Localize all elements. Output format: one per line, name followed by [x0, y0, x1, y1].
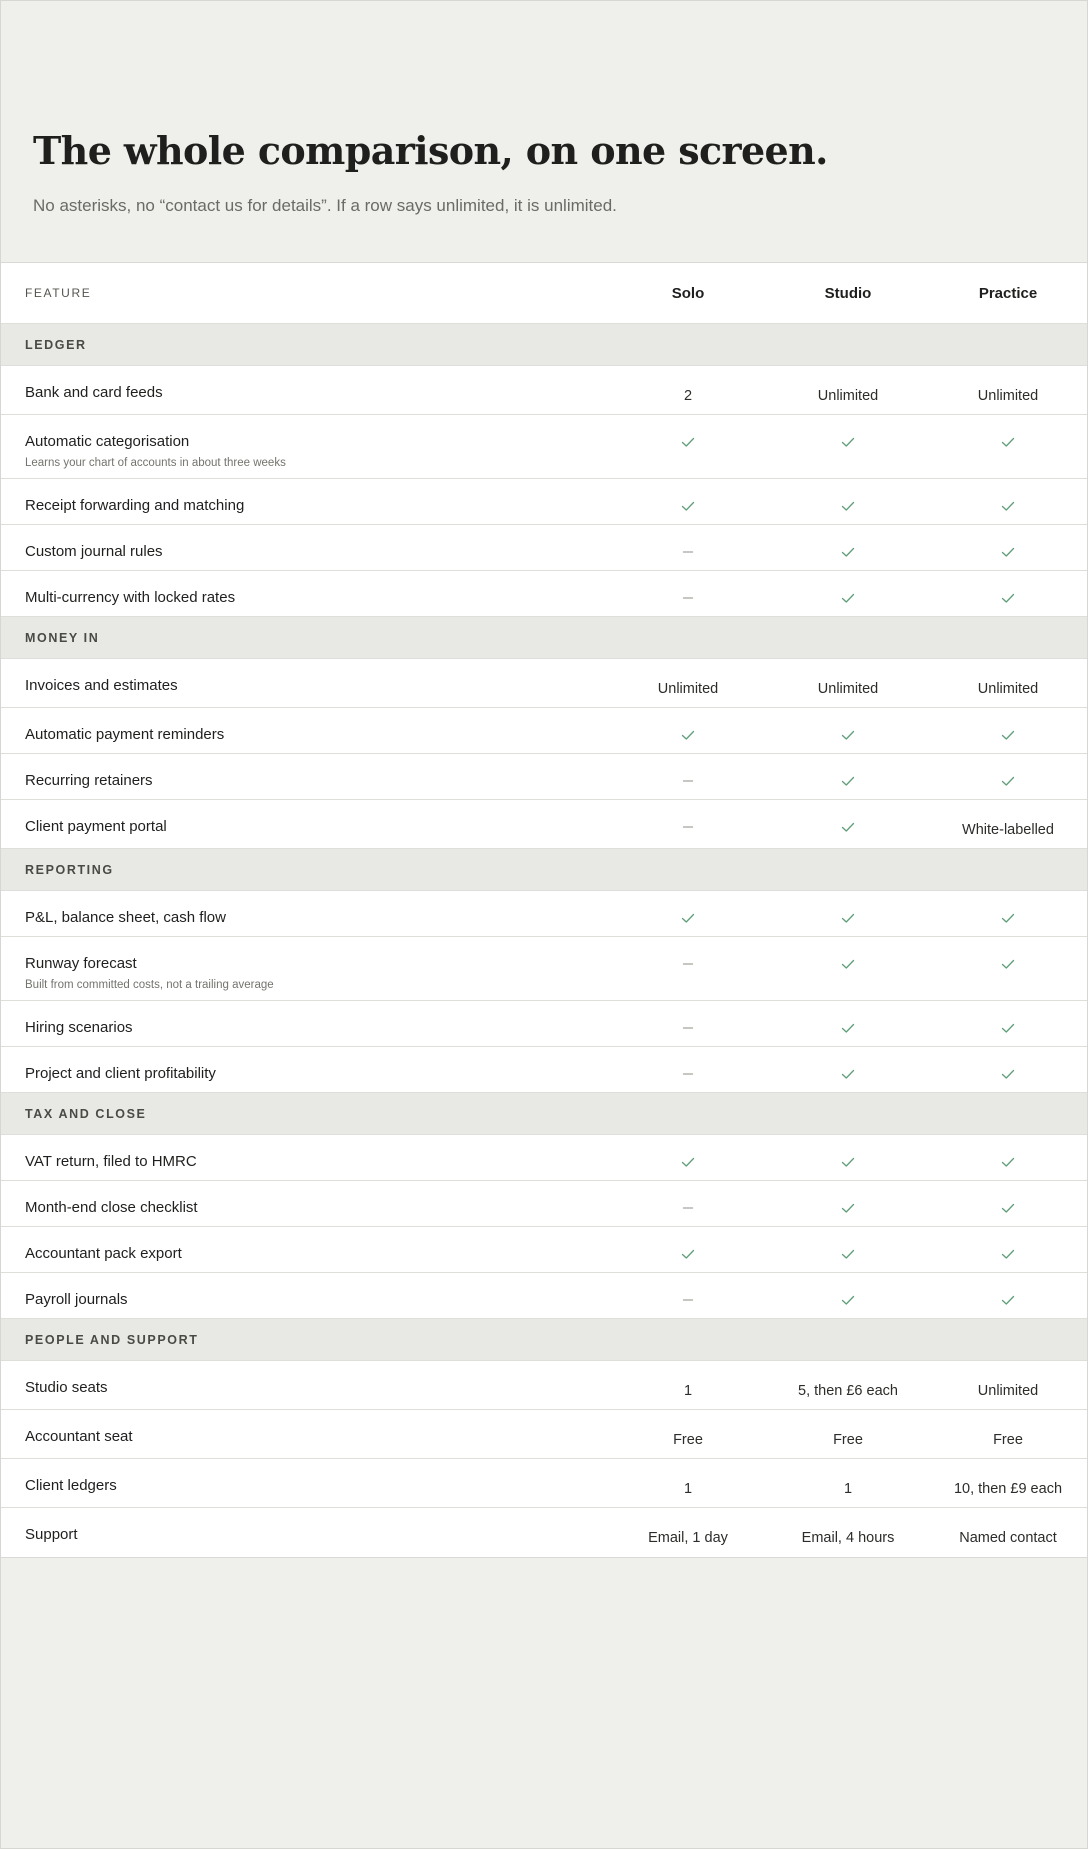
table-header — [1, 263, 1087, 324]
comparison-table — [1, 262, 1087, 1558]
plan-cell-practice — [928, 708, 1088, 753]
table-row — [1, 1361, 1087, 1410]
table-row — [1, 571, 1087, 617]
check-icon — [680, 1152, 696, 1172]
plan-cell-solo — [608, 571, 768, 616]
plan-cell-practice — [928, 479, 1088, 524]
feature-name: VAT return, filed to HMRC — [25, 1153, 197, 1170]
check-icon — [1000, 771, 1016, 791]
check-icon — [840, 1018, 856, 1038]
feature-name: P&L, balance sheet, cash flow — [25, 909, 226, 926]
plan-cell-solo — [608, 1135, 768, 1180]
header-plan-studio: Studio — [824, 284, 872, 302]
check-icon — [1000, 1244, 1016, 1264]
plan-cell-solo — [608, 1361, 768, 1409]
section-title: TAX AND CLOSE — [25, 1106, 147, 1121]
feature-name: Bank and card feeds — [25, 384, 163, 401]
dash-icon — [680, 771, 696, 791]
plan-cell-solo — [608, 754, 768, 799]
feature-cell — [1, 1361, 608, 1409]
feature-name: Invoices and estimates — [25, 677, 178, 694]
plan-cell-practice — [928, 1459, 1088, 1507]
feature-cell — [1, 1181, 608, 1226]
table-row — [1, 1410, 1087, 1459]
plan-cell-practice — [928, 525, 1088, 570]
plan-cell-studio — [768, 659, 928, 707]
plan-value: Unlimited — [977, 388, 1039, 404]
plan-cell-solo — [608, 1508, 768, 1557]
feature-cell — [1, 571, 608, 616]
dash-icon — [680, 954, 696, 974]
plan-cell-solo — [608, 1459, 768, 1507]
feature-cell — [1, 525, 608, 570]
feature-cell — [1, 1410, 608, 1458]
plan-value: 1 — [683, 1481, 693, 1497]
check-icon — [1000, 1198, 1016, 1218]
check-icon — [1000, 954, 1016, 974]
plan-cell-solo — [608, 1273, 768, 1318]
plan-cell-studio — [768, 891, 928, 936]
section-header — [1, 1319, 1087, 1361]
dash-icon — [680, 1064, 696, 1084]
plan-cell-studio — [768, 479, 928, 524]
check-icon — [840, 542, 856, 562]
feature-name: Client payment portal — [25, 818, 167, 835]
feature-cell — [1, 366, 608, 414]
plan-cell-practice — [928, 1410, 1088, 1458]
feature-cell — [1, 754, 608, 799]
plan-cell-solo — [608, 479, 768, 524]
dash-icon — [680, 817, 696, 837]
plan-cell-studio — [768, 800, 928, 848]
header-feature: FEATURE — [25, 286, 92, 300]
check-icon — [1000, 496, 1016, 516]
check-icon — [840, 954, 856, 974]
section-header — [1, 1093, 1087, 1135]
plan-cell-studio — [768, 1410, 928, 1458]
plan-cell-practice — [928, 891, 1088, 936]
table-row — [1, 1181, 1087, 1227]
feature-name: Automatic categorisation — [25, 433, 190, 450]
plan-cell-studio — [768, 1361, 928, 1409]
plan-value: 10, then £9 each — [953, 1481, 1063, 1497]
plan-cell-practice — [928, 1181, 1088, 1226]
feature-cell — [1, 479, 608, 524]
plan-value: Named contact — [959, 1530, 1057, 1546]
plan-cell-solo — [608, 1227, 768, 1272]
plan-cell-studio — [768, 1181, 928, 1226]
section-title: PEOPLE AND SUPPORT — [25, 1332, 199, 1347]
check-icon — [840, 1064, 856, 1084]
plan-cell-studio — [768, 525, 928, 570]
feature-cell — [1, 937, 608, 1000]
plan-value: Unlimited — [817, 388, 879, 404]
feature-name: Automatic payment reminders — [25, 726, 225, 743]
plan-cell-practice — [928, 659, 1088, 707]
check-icon — [1000, 542, 1016, 562]
table-row — [1, 800, 1087, 849]
feature-name: Multi-currency with locked rates — [25, 589, 236, 606]
check-icon — [680, 725, 696, 745]
feature-cell — [1, 1001, 608, 1046]
check-icon — [840, 908, 856, 928]
check-icon — [1000, 1064, 1016, 1084]
feature-cell — [1, 800, 608, 848]
plan-cell-studio — [768, 1459, 928, 1507]
hero — [1, 1, 1087, 262]
table-row — [1, 937, 1087, 1001]
plan-cell-practice — [928, 571, 1088, 616]
feature-cell — [1, 659, 608, 707]
plan-value: 2 — [683, 388, 693, 404]
section-title: REPORTING — [25, 862, 114, 877]
feature-name: Accountant pack export — [25, 1245, 182, 1262]
table-row — [1, 1273, 1087, 1319]
plan-cell-solo — [608, 708, 768, 753]
plan-cell-studio — [768, 1047, 928, 1092]
feature-name: Studio seats — [25, 1379, 108, 1396]
plan-cell-practice — [928, 1361, 1088, 1409]
check-icon — [840, 1290, 856, 1310]
plan-value: Free — [993, 1432, 1023, 1448]
table-body — [1, 324, 1087, 1557]
table-row — [1, 1047, 1087, 1093]
check-icon — [840, 725, 856, 745]
plan-value: Unlimited — [817, 681, 879, 697]
table-row — [1, 659, 1087, 708]
feature-name: Month-end close checklist — [25, 1199, 198, 1216]
plan-cell-practice — [928, 1273, 1088, 1318]
dash-icon — [680, 1198, 696, 1218]
check-icon — [840, 1198, 856, 1218]
feature-cell — [1, 1227, 608, 1272]
check-icon — [1000, 908, 1016, 928]
plan-value: 1 — [683, 1383, 693, 1399]
feature-cell — [1, 1047, 608, 1092]
plan-cell-practice — [928, 1047, 1088, 1092]
feature-name: Project and client profitability — [25, 1065, 216, 1082]
feature-note: Built from committed costs, not a trailing average — [25, 979, 274, 991]
table-row — [1, 1001, 1087, 1047]
table-row — [1, 366, 1087, 415]
feature-cell — [1, 708, 608, 753]
table-row — [1, 754, 1087, 800]
plan-cell-practice — [928, 937, 1088, 1000]
page-subtitle: No asterisks, no “contact us for details”. If a row says unlimited, it is unlimited. — [33, 196, 617, 215]
plan-cell-solo — [608, 937, 768, 1000]
plan-cell-practice — [928, 415, 1088, 478]
table-row — [1, 1227, 1087, 1273]
check-icon — [1000, 1018, 1016, 1038]
plan-cell-studio — [768, 1135, 928, 1180]
plan-cell-practice — [928, 1135, 1088, 1180]
check-icon — [1000, 588, 1016, 608]
page-title: The whole comparison, on one screen. — [33, 128, 828, 173]
feature-cell — [1, 1135, 608, 1180]
plan-cell-studio — [768, 1001, 928, 1046]
check-icon — [840, 588, 856, 608]
feature-name: Support — [25, 1526, 78, 1543]
dash-icon — [680, 542, 696, 562]
plan-value: Email, 4 hours — [801, 1530, 895, 1546]
plan-cell-solo — [608, 1181, 768, 1226]
plan-cell-studio — [768, 1508, 928, 1557]
section-title: LEDGER — [25, 337, 87, 352]
plan-cell-practice — [928, 754, 1088, 799]
dash-icon — [680, 1018, 696, 1038]
plan-value: 5, then £6 each — [798, 1383, 898, 1399]
plan-cell-practice — [928, 1227, 1088, 1272]
plan-cell-solo — [608, 1410, 768, 1458]
feature-name: Receipt forwarding and matching — [25, 497, 245, 514]
plan-cell-solo — [608, 891, 768, 936]
feature-note: Learns your chart of accounts in about three weeks — [25, 457, 286, 469]
check-icon — [840, 1244, 856, 1264]
check-icon — [840, 496, 856, 516]
plan-cell-practice — [928, 1001, 1088, 1046]
feature-name: Custom journal rules — [25, 543, 163, 560]
plan-cell-practice — [928, 1508, 1088, 1557]
feature-name: Accountant seat — [25, 1428, 133, 1445]
check-icon — [840, 771, 856, 791]
plan-value: Unlimited — [657, 681, 719, 697]
plan-cell-solo — [608, 800, 768, 848]
check-icon — [1000, 432, 1016, 452]
feature-name: Runway forecast — [25, 955, 137, 972]
plan-value: Free — [673, 1432, 703, 1448]
table-row — [1, 525, 1087, 571]
check-icon — [680, 1244, 696, 1264]
check-icon — [680, 908, 696, 928]
feature-name: Payroll journals — [25, 1291, 128, 1308]
section-title: MONEY IN — [25, 630, 100, 645]
table-row — [1, 1135, 1087, 1181]
check-icon — [680, 432, 696, 452]
table-row — [1, 708, 1087, 754]
plan-cell-studio — [768, 1227, 928, 1272]
plan-cell-solo — [608, 366, 768, 414]
table-row — [1, 1508, 1087, 1557]
check-icon — [840, 432, 856, 452]
plan-cell-studio — [768, 366, 928, 414]
plan-cell-studio — [768, 708, 928, 753]
plan-cell-studio — [768, 937, 928, 1000]
plan-cell-practice — [928, 800, 1088, 848]
plan-cell-studio — [768, 1273, 928, 1318]
table-row — [1, 891, 1087, 937]
plan-cell-solo — [608, 525, 768, 570]
plan-value: White-labelled — [962, 822, 1054, 838]
feature-cell — [1, 891, 608, 936]
plan-cell-studio — [768, 754, 928, 799]
section-header — [1, 617, 1087, 659]
plan-cell-practice — [928, 366, 1088, 414]
check-icon — [1000, 725, 1016, 745]
table-row — [1, 415, 1087, 479]
section-header — [1, 849, 1087, 891]
plan-cell-solo — [608, 1047, 768, 1092]
feature-name: Hiring scenarios — [25, 1019, 133, 1036]
plan-cell-solo — [608, 659, 768, 707]
plan-value: Email, 1 day — [648, 1530, 728, 1546]
plan-cell-studio — [768, 415, 928, 478]
check-icon — [840, 817, 856, 837]
feature-cell — [1, 415, 608, 478]
dash-icon — [680, 1290, 696, 1310]
feature-name: Client ledgers — [25, 1477, 117, 1494]
check-icon — [1000, 1152, 1016, 1172]
table-row — [1, 1459, 1087, 1508]
plan-cell-solo — [608, 415, 768, 478]
feature-cell — [1, 1459, 608, 1507]
check-icon — [680, 496, 696, 516]
section-header — [1, 324, 1087, 366]
table-row — [1, 479, 1087, 525]
plan-value: Free — [833, 1432, 863, 1448]
feature-name: Recurring retainers — [25, 772, 153, 789]
header-plan-practice: Practice — [978, 284, 1038, 302]
plan-cell-studio — [768, 571, 928, 616]
plan-cell-solo — [608, 1001, 768, 1046]
dash-icon — [680, 588, 696, 608]
plan-value: Unlimited — [977, 681, 1039, 697]
plan-value: Unlimited — [977, 1383, 1039, 1399]
check-icon — [1000, 1290, 1016, 1310]
feature-cell — [1, 1273, 608, 1318]
feature-cell — [1, 1508, 608, 1557]
header-plan-solo: Solo — [671, 284, 705, 302]
plan-value: 1 — [843, 1481, 853, 1497]
check-icon — [840, 1152, 856, 1172]
